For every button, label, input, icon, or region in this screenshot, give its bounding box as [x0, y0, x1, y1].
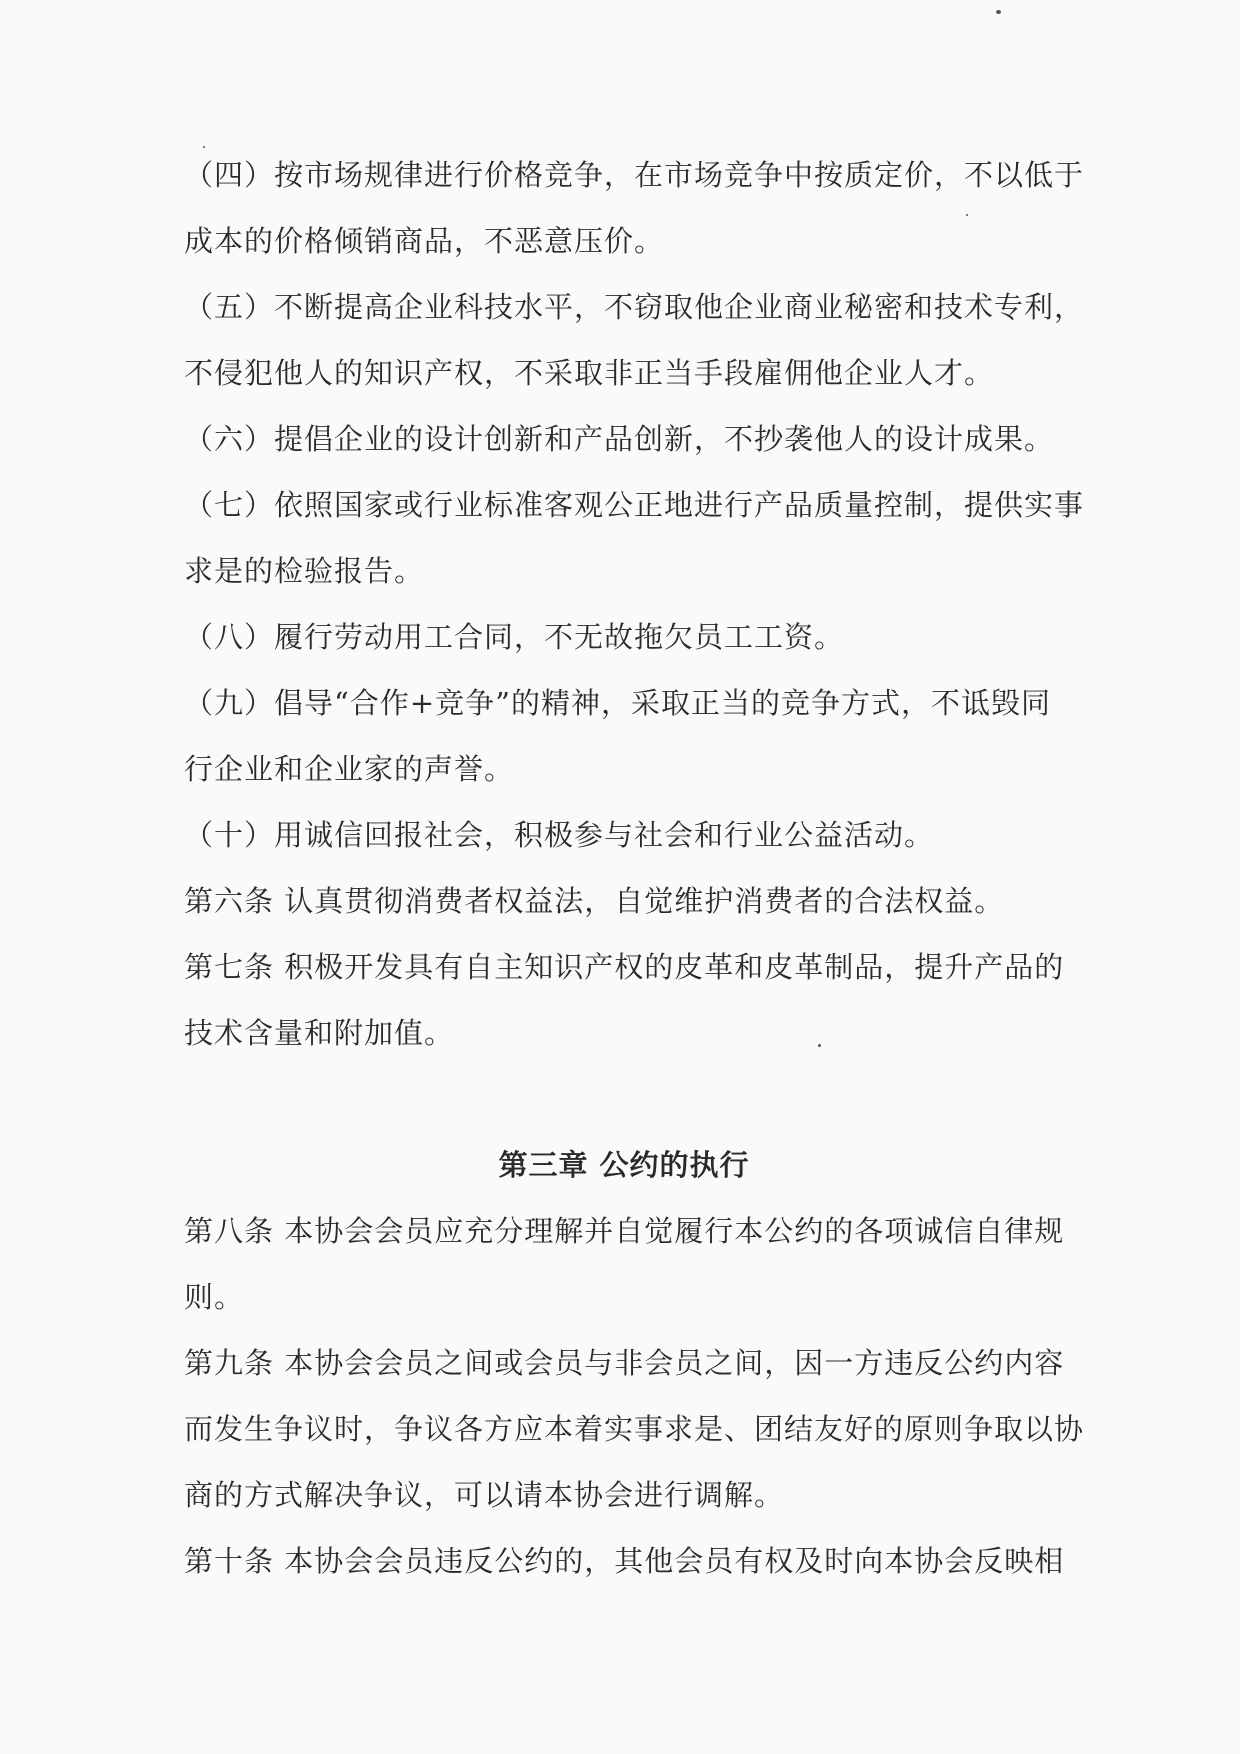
chapter-heading: 第三章 公约的执行 — [498, 1148, 750, 1182]
scan-speck — [996, 10, 1001, 14]
scan-speck — [203, 146, 205, 148]
text-line: 第九条 本协会会员之间或会员与非会员之间，因一方违反公约内容 — [184, 1346, 1065, 1380]
text-line: 不侵犯他人的知识产权，不采取非正当手段雇佣他企业人才。 — [184, 356, 995, 390]
text-line: （九）倡导“合作+竞争”的精神，采取正当的竞争方式，不诋毁同 — [184, 686, 1051, 720]
text-line: 第十条 本协会会员违反公约的，其他会员有权及时向本协会反映相 — [184, 1544, 1065, 1578]
text-line: 而发生争议时，争议各方应本着实事求是、团结友好的原则争取以协 — [184, 1412, 1085, 1446]
text-line: 成本的价格倾销商品，不恶意压价。 — [184, 224, 665, 258]
text-line: 商的方式解决争议，可以请本协会进行调解。 — [184, 1478, 785, 1512]
text-line: 第六条 认真贯彻消费者权益法，自觉维护消费者的合法权益。 — [184, 884, 1005, 918]
text-line: 第八条 本协会会员应充分理解并自觉履行本公约的各项诚信自律规 — [184, 1214, 1065, 1248]
scan-speck — [818, 1044, 821, 1047]
text-line: （十）用诚信回报社会，积极参与社会和行业公益活动。 — [184, 818, 935, 852]
text-line: 则。 — [184, 1280, 245, 1314]
blank-space — [184, 1066, 1064, 1132]
text-line: （七）依照国家或行业标准客观公正地进行产品质量控制，提供实事 — [184, 488, 1085, 522]
text-line: 行企业和企业家的声誉。 — [184, 752, 515, 786]
text-line: （四）按市场规律进行价格竞争，在市场竞争中按质定价，不以低于 — [184, 158, 1085, 192]
text-line: （五）不断提高企业科技水平，不窃取他企业商业秘密和技术专利， — [184, 290, 1085, 324]
text-line: （六）提倡企业的设计创新和产品创新，不抄袭他人的设计成果。 — [184, 422, 1055, 456]
document-body — [184, 142, 1085, 1594]
text-line: （八）履行劳动用工合同，不无故拖欠员工工资。 — [184, 620, 845, 654]
text-line: 技术含量和附加值。 — [184, 1016, 455, 1050]
text-line: 第七条 积极开发具有自主知识产权的皮革和皮革制品，提升产品的 — [184, 950, 1065, 984]
scan-speck — [966, 214, 968, 216]
text-line: 求是的检验报告。 — [184, 554, 425, 588]
